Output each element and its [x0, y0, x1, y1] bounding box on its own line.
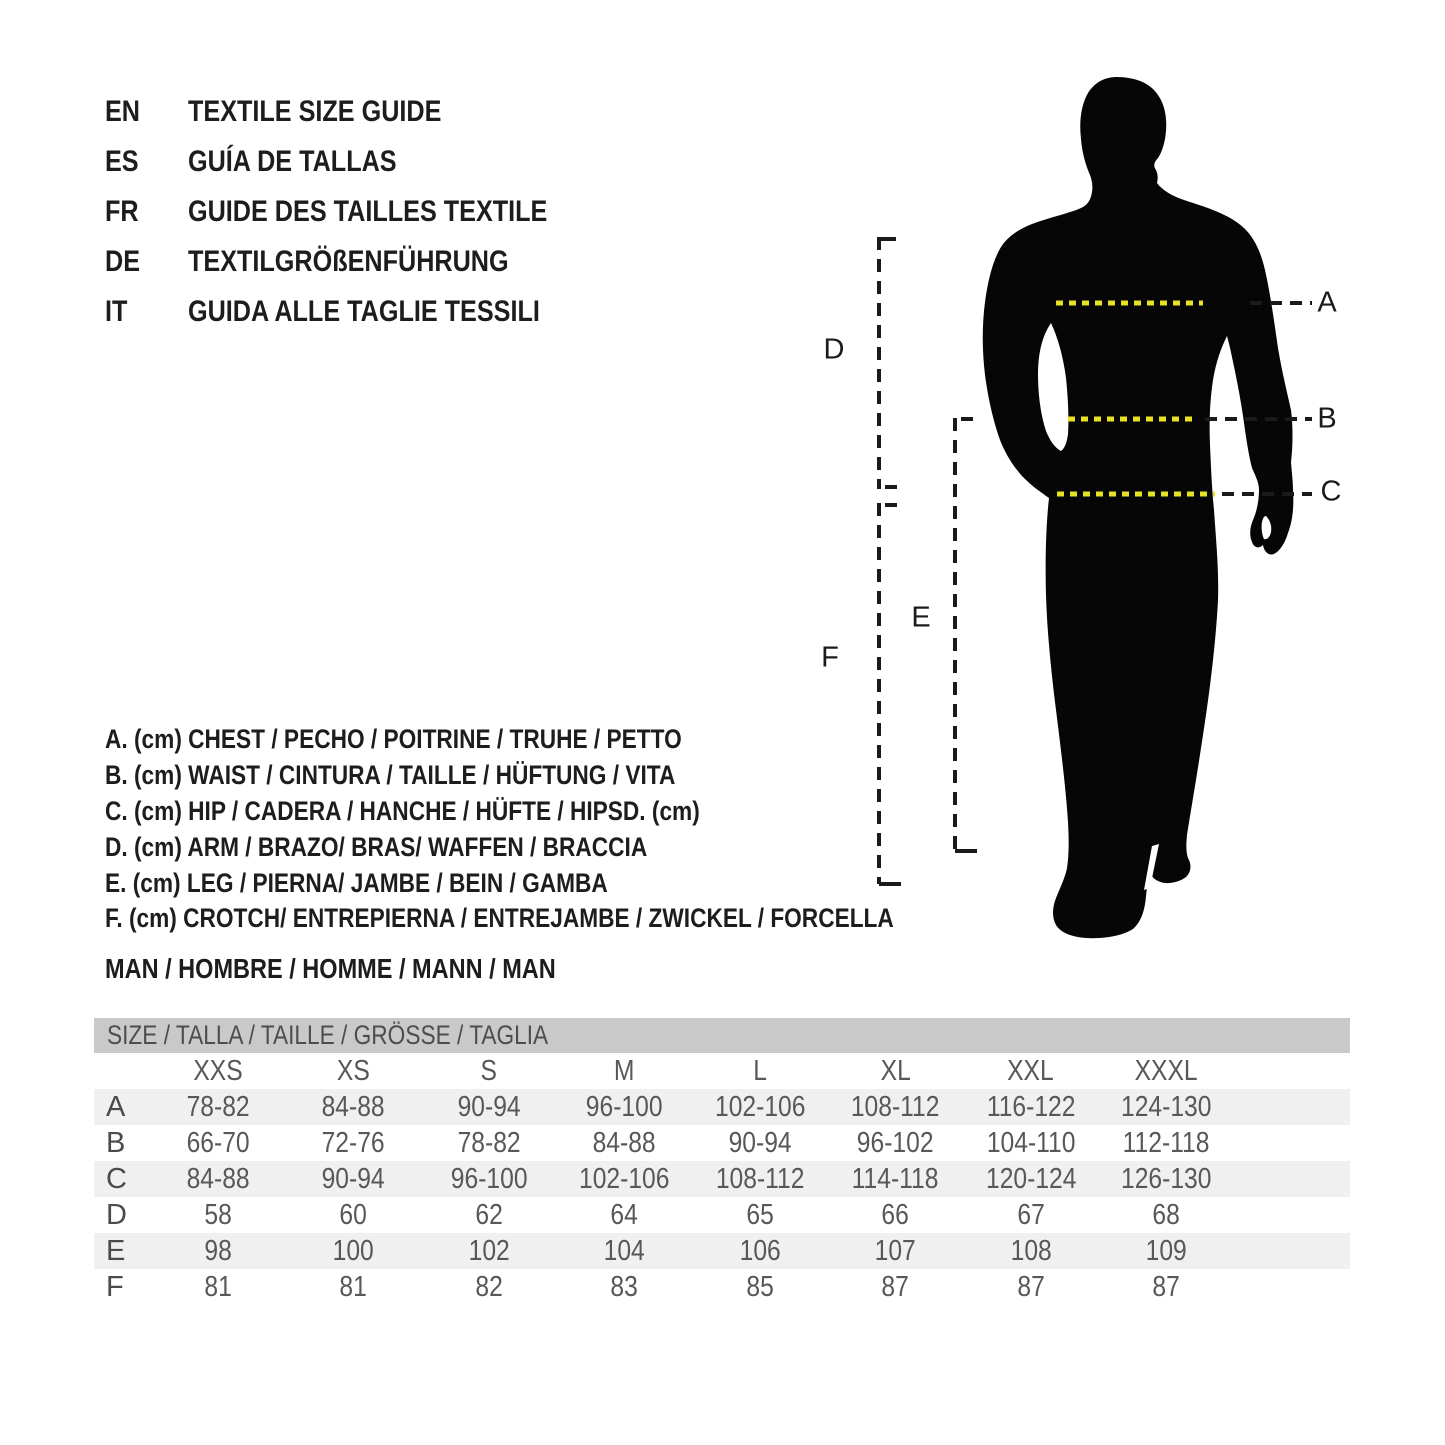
measure-label-crotch: F [821, 641, 839, 674]
size-table-cell: 116-122 [986, 1090, 1076, 1123]
measure-legend [105, 722, 1044, 937]
size-table-cell: 72-76 [321, 1126, 385, 1159]
size-table-cell: 96-102 [856, 1126, 934, 1159]
size-column-header: M [613, 1054, 635, 1087]
size-table-cell: 65 [746, 1198, 774, 1231]
language-code: EN [105, 95, 141, 128]
size-table-row [94, 1161, 1350, 1197]
size-table-cell: 96-100 [450, 1162, 528, 1195]
row-measure-label: B [106, 1126, 126, 1159]
size-table-cell: 81 [204, 1270, 232, 1303]
size-table-cell: 82 [475, 1270, 503, 1303]
language-title-row [105, 187, 616, 237]
size-column-header: XXS [193, 1054, 243, 1087]
size-table-cell: 66-70 [186, 1126, 250, 1159]
size-table-cell: 68 [1152, 1198, 1180, 1231]
size-column-header: S [480, 1054, 497, 1087]
measure-label-hip: C [1320, 475, 1342, 508]
measure-label-chest: A [1317, 286, 1337, 319]
size-table-row [94, 1125, 1350, 1161]
size-column-header: L [752, 1054, 767, 1087]
measure-label-waist: B [1317, 402, 1337, 435]
size-table-cell: 102 [468, 1234, 510, 1267]
size-table-cell: 87 [1152, 1270, 1180, 1303]
language-code: FR [105, 195, 139, 228]
size-table-cell: 104 [603, 1234, 645, 1267]
size-table-header-row [94, 1053, 1350, 1089]
size-table-cell: 78-82 [186, 1090, 250, 1123]
size-column-header: XXXL [1134, 1054, 1198, 1087]
size-table-row [94, 1233, 1350, 1269]
language-code: DE [105, 245, 141, 278]
size-table-cell: 96-100 [585, 1090, 663, 1123]
size-table-cell: 98 [204, 1234, 232, 1267]
size-table-cell: 78-82 [457, 1126, 521, 1159]
language-title-row [105, 137, 616, 187]
size-table-cell: 84-88 [592, 1126, 656, 1159]
language-code: ES [105, 145, 139, 178]
language-title: TEXTILE SIZE GUIDE [188, 95, 442, 128]
language-title-row [105, 87, 616, 137]
size-table-cell: 90-94 [457, 1090, 521, 1123]
size-table-cell: 102-106 [714, 1090, 805, 1123]
size-table-cell: 120-124 [985, 1162, 1076, 1195]
row-measure-label: E [106, 1234, 126, 1267]
language-title: TEXTILGRÖßENFÜHRUNG [188, 245, 509, 278]
size-table-cell: 58 [204, 1198, 232, 1231]
size-table-cell: 87 [1017, 1270, 1045, 1303]
row-measure-label: A [106, 1090, 126, 1123]
size-table-cell: 108-112 [850, 1090, 940, 1123]
legend-line: C. (cm) HIP / CADERA / HANCHE / HÜFTE / HIPSD. (cm) [105, 795, 700, 826]
size-table-cell: 62 [475, 1198, 503, 1231]
language-code: IT [105, 295, 128, 328]
size-table-cell: 64 [610, 1198, 638, 1231]
measure-label-arm: D [823, 333, 845, 366]
size-table-cell: 60 [339, 1198, 367, 1231]
size-table-cell: 107 [874, 1234, 916, 1267]
size-table-cell: 90-94 [321, 1162, 385, 1195]
size-table-cell: 67 [1017, 1198, 1045, 1231]
size-table-cell: 112-118 [1122, 1126, 1210, 1159]
size-table-cell: 87 [881, 1270, 909, 1303]
size-table-body [94, 1089, 1350, 1305]
size-table-row [94, 1269, 1350, 1305]
legend-line: E. (cm) LEG / PIERNA/ JAMBE / BEIN / GAMBA [105, 867, 608, 898]
legend-line: F. (cm) CROTCH/ ENTREPIERNA / ENTREJAMBE / ZWICKEL / FORCELLA [105, 903, 894, 934]
size-column-header: XL [880, 1054, 911, 1087]
size-table-cell: 124-130 [1121, 1090, 1212, 1123]
size-column-header: XXL [1007, 1054, 1055, 1087]
size-column-header: XS [336, 1054, 370, 1087]
size-table-cell: 109 [1145, 1234, 1187, 1267]
size-table-row [94, 1089, 1350, 1125]
size-table-row [94, 1197, 1350, 1233]
language-title: GUÍA DE TALLAS [188, 145, 397, 178]
legend-line: B. (cm) WAIST / CINTURA / TAILLE / HÜFTUNG / VITA [105, 760, 676, 791]
size-table-cell: 114-118 [851, 1162, 939, 1195]
legend-line: A. (cm) CHEST / PECHO / POITRINE / TRUHE / PETTO [105, 724, 682, 755]
size-table-cell: 108 [1010, 1234, 1052, 1267]
size-table-cell: 90-94 [728, 1126, 792, 1159]
language-title-row [105, 287, 616, 337]
row-measure-label: C [106, 1162, 127, 1195]
size-table-cell: 66 [881, 1198, 909, 1231]
size-table-title-bar: SIZE / TALLA / TAILLE / GRÖSSE / TAGLIA [94, 1018, 1350, 1053]
language-title: GUIDA ALLE TAGLIE TESSILI [188, 295, 540, 328]
size-table-cell: 102-106 [579, 1162, 670, 1195]
size-table [94, 1018, 1350, 1305]
measure-label-leg: E [911, 601, 931, 634]
gender-line: MAN / HOMBRE / HOMME / MANN / MAN [105, 953, 556, 984]
language-title-row [105, 237, 616, 287]
size-table-cell: 84-88 [321, 1090, 385, 1123]
size-table-cell: 104-110 [986, 1126, 1076, 1159]
language-title-list [105, 87, 616, 337]
size-table-cell: 108-112 [715, 1162, 805, 1195]
size-table-cell: 106 [739, 1234, 781, 1267]
row-measure-label: D [106, 1198, 127, 1231]
size-table-cell: 85 [746, 1270, 774, 1303]
arm-measure-ticks [881, 239, 897, 487]
language-title: GUIDE DES TAILLES TEXTILE [188, 195, 548, 228]
size-table-cell: 83 [610, 1270, 638, 1303]
size-table-cell: 81 [339, 1270, 367, 1303]
size-table-cell: 84-88 [186, 1162, 250, 1195]
row-measure-label: F [106, 1270, 124, 1303]
size-table-cell: 100 [332, 1234, 374, 1267]
size-table-cell: 126-130 [1121, 1162, 1212, 1195]
legend-line: D. (cm) ARM / BRAZO/ BRAS/ WAFFEN / BRACCIA [105, 831, 648, 862]
